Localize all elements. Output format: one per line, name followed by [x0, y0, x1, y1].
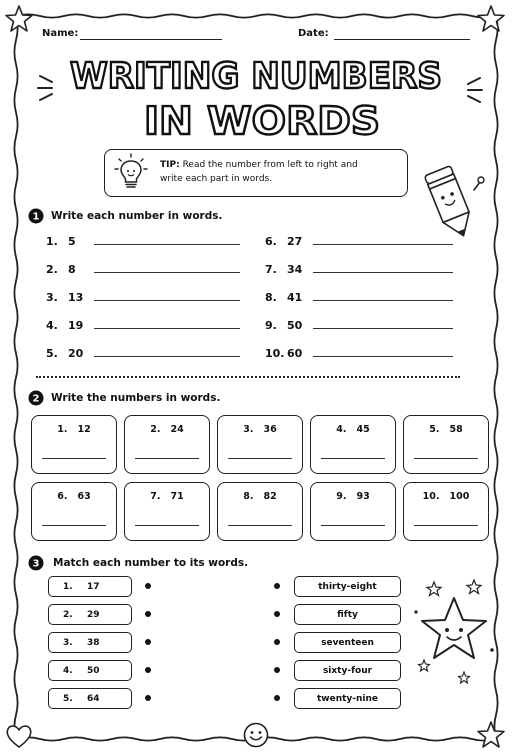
answer-line[interactable] — [414, 458, 478, 459]
number-item — [46, 235, 240, 248]
card-label — [218, 424, 302, 435]
item-value: 50 — [287, 319, 303, 332]
card-index: 6. — [57, 491, 68, 502]
match-index: 1. — [63, 581, 73, 592]
answer-line[interactable] — [135, 458, 199, 459]
corner-star-icon — [476, 720, 506, 750]
item-value: 27 — [287, 235, 303, 248]
number-item — [265, 263, 453, 276]
answer-line[interactable] — [94, 347, 240, 357]
corner-star-icon — [476, 4, 506, 34]
card-label — [125, 424, 209, 435]
answer-card[interactable] — [217, 415, 303, 474]
number-item — [46, 263, 240, 276]
match-dot-left[interactable] — [145, 611, 151, 617]
date-field[interactable] — [334, 39, 470, 40]
answer-line[interactable] — [42, 525, 106, 526]
card-value: 24 — [170, 424, 184, 435]
match-number-box — [48, 688, 132, 709]
number-item — [265, 291, 453, 304]
section-2-badge — [28, 390, 44, 406]
match-word-box: seventeen — [294, 632, 401, 653]
item-value: 5 — [68, 235, 76, 248]
match-dot-left[interactable] — [145, 639, 151, 645]
item-value: 19 — [68, 319, 84, 332]
answer-card[interactable] — [124, 415, 210, 474]
card-label — [311, 491, 395, 502]
item-index: 4. — [46, 319, 58, 332]
answer-card[interactable] — [217, 482, 303, 541]
svg-text:1: 1 — [32, 211, 40, 223]
answer-card[interactable] — [310, 482, 396, 541]
answer-line[interactable] — [321, 525, 385, 526]
smiley-icon — [242, 721, 270, 749]
card-label — [311, 424, 395, 435]
card-index: 9. — [336, 491, 347, 502]
match-index: 2. — [63, 609, 73, 620]
card-value: 36 — [263, 424, 277, 435]
card-index: 4. — [336, 424, 347, 435]
card-index: 5. — [429, 424, 440, 435]
tip-label: TIP: — [160, 160, 180, 170]
card-value: 93 — [356, 491, 370, 502]
section-1-badge — [28, 208, 44, 224]
card-label — [32, 424, 116, 435]
match-value: 50 — [87, 665, 100, 676]
item-index: 8. — [265, 291, 277, 304]
section-1-title: Write each number in words. — [51, 210, 223, 222]
card-value: 58 — [449, 424, 463, 435]
card-index: 10. — [422, 491, 440, 502]
number-item — [46, 291, 240, 304]
card-index: 2. — [150, 424, 161, 435]
match-dot-left[interactable] — [145, 695, 151, 701]
answer-line[interactable] — [313, 291, 453, 301]
answer-card[interactable] — [403, 415, 489, 474]
number-item — [46, 319, 240, 332]
card-value: 71 — [170, 491, 184, 502]
card-index: 3. — [243, 424, 254, 435]
item-index: 9. — [265, 319, 277, 332]
name-label: Name: — [42, 28, 79, 39]
answer-line[interactable] — [135, 525, 199, 526]
item-index: 3. — [46, 291, 58, 304]
star-mascot-icon — [404, 572, 504, 692]
match-word-box: thirty-eight — [294, 576, 401, 597]
tip-line2: write each part in words. — [160, 174, 273, 184]
card-value: 45 — [356, 424, 370, 435]
match-dot-right[interactable] — [274, 611, 280, 617]
item-value: 41 — [287, 291, 303, 304]
section-3-title: Match each number to its words. — [53, 557, 249, 569]
number-item — [265, 235, 453, 248]
answer-line[interactable] — [42, 458, 106, 459]
name-field[interactable] — [80, 39, 222, 40]
answer-line[interactable] — [313, 235, 453, 245]
match-dot-left[interactable] — [145, 667, 151, 673]
match-dot-right[interactable] — [274, 667, 280, 673]
match-dot-right[interactable] — [274, 695, 280, 701]
number-item — [265, 319, 453, 332]
match-dot-right[interactable] — [274, 639, 280, 645]
item-value: 8 — [68, 263, 76, 276]
lightbulb-icon — [113, 153, 149, 193]
match-dot-right[interactable] — [274, 583, 280, 589]
section-divider — [36, 376, 460, 378]
card-value: 100 — [449, 491, 470, 502]
card-value: 63 — [77, 491, 91, 502]
card-label — [125, 491, 209, 502]
worksheet-title — [0, 46, 512, 146]
svg-text:3: 3 — [32, 558, 40, 570]
card-index: 7. — [150, 491, 161, 502]
answer-card[interactable] — [31, 415, 117, 474]
answer-line[interactable] — [94, 319, 240, 329]
sparkle-icon — [36, 70, 72, 106]
match-number-box — [48, 660, 132, 681]
item-index: 1. — [46, 235, 58, 248]
sparkle-icon — [448, 72, 484, 108]
item-index: 2. — [46, 263, 58, 276]
match-index: 4. — [63, 665, 73, 676]
answer-card[interactable] — [124, 482, 210, 541]
match-number-box — [48, 604, 132, 625]
answer-line[interactable] — [313, 263, 453, 273]
match-index: 5. — [63, 693, 73, 704]
item-index: 5. — [46, 347, 58, 360]
date-label: Date: — [298, 28, 329, 39]
corner-star-icon — [4, 4, 34, 34]
answer-line[interactable] — [94, 291, 240, 301]
answer-card[interactable] — [31, 482, 117, 541]
match-word-box: fifty — [294, 604, 401, 625]
item-value: 20 — [68, 347, 84, 360]
card-index: 8. — [243, 491, 254, 502]
card-label — [404, 424, 488, 435]
match-value: 17 — [87, 581, 100, 592]
tip-text — [160, 158, 400, 186]
heart-icon — [4, 722, 34, 750]
match-index: 3. — [63, 637, 73, 648]
svg-text:2: 2 — [32, 393, 40, 405]
section-3-badge — [28, 555, 44, 571]
item-index: 7. — [265, 263, 277, 276]
title-line1: WRITING NUMBERS — [70, 56, 442, 97]
answer-line[interactable] — [94, 263, 240, 273]
card-value: 82 — [263, 491, 277, 502]
card-label — [404, 491, 488, 502]
title-line2: IN WORDS — [144, 99, 380, 143]
card-index: 1. — [57, 424, 68, 435]
pencil-mascot-icon — [416, 162, 486, 244]
item-value: 34 — [287, 263, 303, 276]
match-word-box: twenty-nine — [294, 688, 401, 709]
answer-line[interactable] — [313, 319, 453, 329]
number-item — [265, 347, 453, 360]
section-2-title: Write the numbers in words. — [51, 392, 221, 404]
answer-line[interactable] — [321, 458, 385, 459]
item-index: 10. — [265, 347, 285, 360]
item-index: 6. — [265, 235, 277, 248]
tip-line1: Read the number from left to right and — [182, 160, 358, 170]
card-label — [32, 491, 116, 502]
match-word-box: sixty-four — [294, 660, 401, 681]
answer-line[interactable] — [94, 235, 240, 245]
answer-line[interactable] — [313, 347, 453, 357]
answer-line[interactable] — [228, 525, 292, 526]
match-value: 38 — [87, 637, 100, 648]
answer-card[interactable] — [403, 482, 489, 541]
item-value: 13 — [68, 291, 84, 304]
number-item — [46, 347, 240, 360]
match-number-box — [48, 576, 132, 597]
match-value: 29 — [87, 609, 100, 620]
answer-line[interactable] — [414, 525, 478, 526]
item-value: 60 — [287, 347, 303, 360]
match-value: 64 — [87, 693, 100, 704]
match-dot-left[interactable] — [145, 583, 151, 589]
card-label — [218, 491, 302, 502]
card-value: 12 — [77, 424, 91, 435]
answer-line[interactable] — [228, 458, 292, 459]
match-number-box — [48, 632, 132, 653]
answer-card[interactable] — [310, 415, 396, 474]
